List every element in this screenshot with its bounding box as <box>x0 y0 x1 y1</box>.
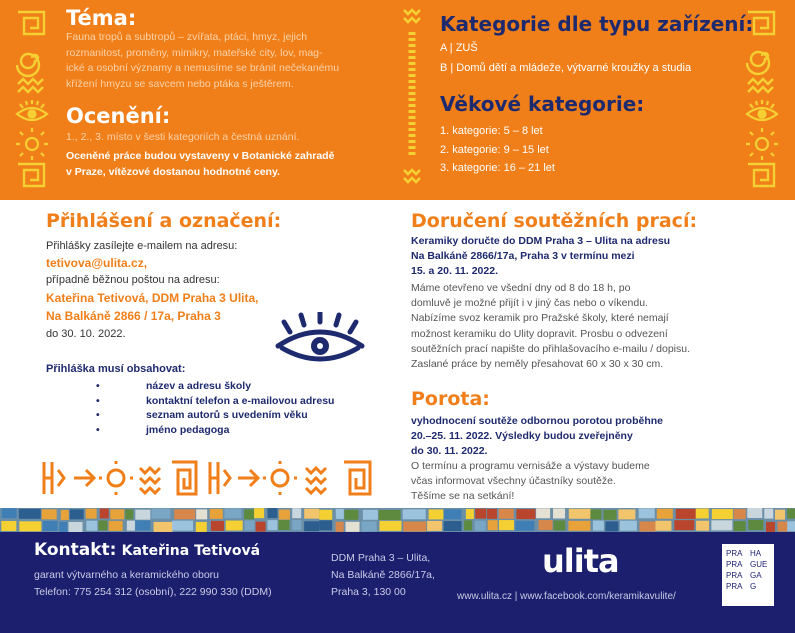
vekove-kategorie-list <box>440 122 555 178</box>
right-ornament-column <box>744 8 780 188</box>
oceneni-line: 1., 2., 3. místo v šesti kategoriích a čestná uznání. <box>66 131 300 143</box>
mosaic-tile <box>210 509 223 519</box>
mosaic-tile <box>267 520 277 530</box>
sun-icon <box>16 128 48 160</box>
mosaic-tile <box>224 508 241 518</box>
ulita-logo: ulita <box>542 542 619 580</box>
ornament-row <box>40 458 380 498</box>
list-item: • seznam autorů s uvedením věku <box>96 408 334 423</box>
vekova-kategorie-item: 1. kategorie: 5 – 8 let <box>440 125 543 137</box>
porota-bold-line: vyhodnocení soutěže odbornou porotou proběhne <box>411 415 663 427</box>
mosaic-tile <box>86 509 97 519</box>
oceneni-title: Ocenění: <box>66 104 171 128</box>
mosaic-tile <box>319 510 332 520</box>
footer-address-line: Na Balkáně 2866/17a, <box>331 569 435 581</box>
zigzag-icon <box>748 79 773 92</box>
footer-address-line: Praha 3, 130 00 <box>331 586 406 598</box>
porota-bold-line: 20.–25. 11. 2022. Výsledky budou zveřejněny <box>411 430 633 442</box>
zigzag-divider-icon <box>401 6 423 190</box>
tema-line: Fauna tropů a subtropů – zvířata, ptáci, hmyz, jejich <box>66 31 308 43</box>
mosaic-tile <box>499 509 514 519</box>
doruceni-bold-line: 15. a 20. 11. 2022. <box>411 265 498 277</box>
oceneni-bold-line: Oceněné práce budou vystaveny v Botanické zahradě <box>66 150 335 162</box>
mosaic-tile <box>135 510 150 520</box>
mosaic-tile <box>618 509 635 519</box>
zigzag-icon <box>140 468 160 493</box>
mosaic-tile <box>655 521 671 531</box>
mosaic-tile <box>151 509 170 519</box>
mosaic-tile <box>403 509 426 519</box>
square-spiral-icon <box>18 164 44 186</box>
mosaic-tile <box>319 520 332 530</box>
mosaic-tile <box>553 520 565 530</box>
doruceni-line: soutěžních prací napište do přihlašovacího e-mailu / dopisu. <box>411 342 690 355</box>
sun-icon <box>99 461 133 495</box>
footer-links[interactable]: www.ulita.cz | www.facebook.com/keramikavulite/ <box>457 591 676 602</box>
mosaic-tile <box>466 509 474 519</box>
mosaic-tile <box>475 509 486 519</box>
doruceni-line: Zaslané práce by neměly přesahovat 60 x 30 x 30 cm. <box>411 358 664 371</box>
mosaic-tile <box>61 510 69 520</box>
mosaic-tile <box>553 508 565 518</box>
tema-line: rozmanitost, proměny, mimikry, mateřské city, lov, mag- <box>66 46 323 59</box>
prague-logo <box>722 544 774 606</box>
mosaic-tile <box>174 509 195 519</box>
mosaic-tile <box>674 520 694 530</box>
mosaic-tile <box>211 521 224 531</box>
prague-logo-row: PRA GUE <box>726 560 768 569</box>
contact-heading <box>34 540 260 560</box>
mosaic-tile <box>734 521 746 531</box>
mosaic-tile <box>775 510 785 520</box>
eye-icon <box>747 100 777 120</box>
kategorie-zarizeni-list <box>440 40 691 76</box>
doruceni-text <box>411 281 690 372</box>
oceneni-bold-text <box>66 148 334 180</box>
mosaic-tile <box>279 510 290 520</box>
mosaic-tile <box>19 509 41 519</box>
porota-title: Porota: <box>411 388 490 410</box>
porota-bold-text <box>411 414 663 459</box>
mosaic-tile <box>172 521 193 531</box>
mosaic-tile <box>336 522 344 532</box>
contact-name: Kateřina Tetivová <box>121 543 261 559</box>
mosaic-tile <box>657 509 673 519</box>
eye-icon <box>272 312 368 370</box>
mosaic-tile <box>70 509 84 519</box>
sun-icon <box>263 461 297 495</box>
prihlaseni-line: případně běžnou poštou na adresu: <box>46 274 220 286</box>
address-line: Na Balkáně 2866 / 17a, Praha 3 <box>46 309 221 323</box>
mosaic-tile <box>778 522 788 532</box>
email-link[interactable]: tetivova@ulita.cz, <box>46 256 148 270</box>
contact-label: Kontakt: <box>34 540 117 560</box>
mosaic-tile <box>196 522 207 532</box>
mosaic-tile <box>639 521 655 531</box>
mosaic-tile <box>86 521 97 531</box>
tema-text <box>66 30 396 92</box>
prihlaseni-line: Přihlášky zasílejte e-mailem na adresu: <box>46 240 238 252</box>
kategorie-item: A | ZUŠ <box>440 42 478 54</box>
mosaic-tile <box>536 508 550 518</box>
list-item: • název a adresu školy <box>96 379 334 394</box>
mosaic-tile <box>429 509 444 519</box>
doruceni-bold-text <box>411 234 670 279</box>
mosaic-tile <box>464 520 472 530</box>
mosaic-pattern <box>0 508 795 532</box>
mosaic-tile <box>267 508 277 518</box>
mosaic-tile <box>69 522 83 532</box>
mosaic-tile <box>226 521 243 531</box>
doruceni-bold-line: Keramiky doručte do DDM Praha 3 – Ulita na adresu <box>411 235 671 247</box>
vekova-kategorie-item: 2. kategorie: 9 – 15 let <box>440 143 549 156</box>
mosaic-tile <box>427 521 442 531</box>
mosaic-tile <box>256 522 266 532</box>
mosaic-tile <box>109 521 123 531</box>
mosaic-tile <box>135 521 150 531</box>
mosaic-tile <box>98 520 107 530</box>
mosaic-tile <box>361 521 376 531</box>
mosaic-tile <box>516 509 535 519</box>
prague-logo-row: PRA GA <box>726 571 762 580</box>
mosaic-tile <box>487 509 497 519</box>
eye-icon <box>17 100 47 120</box>
mosaic-tile <box>676 509 696 519</box>
mosaic-tile <box>125 509 133 519</box>
mosaic-tile <box>620 521 637 531</box>
vekove-kategorie-title: Věkové kategorie: <box>440 92 645 116</box>
mosaic-tile <box>1 521 16 531</box>
mosaic-tile <box>764 509 773 519</box>
prague-logo-row: PRA HA <box>726 549 762 558</box>
prague-logo-row: PRA G <box>726 582 757 591</box>
mosaic-tile <box>304 521 319 531</box>
sun-icon <box>746 128 778 160</box>
square-spiral-icon <box>344 462 370 494</box>
porota-text <box>411 459 650 505</box>
mosaic-tile <box>245 520 255 530</box>
footer-address-line: DDM Praha 3 – Ulita, <box>331 552 431 564</box>
must-contain-list <box>96 379 334 437</box>
mosaic-tile <box>766 522 775 532</box>
mosaic-tile <box>639 508 655 518</box>
mosaic-tile <box>569 509 591 519</box>
mosaic-tile <box>363 510 378 520</box>
prihlaseni-title: Přihlášení a označení: <box>46 210 282 232</box>
mosaic-tile <box>787 521 795 531</box>
mosaic-tile <box>344 510 358 520</box>
square-spiral-icon <box>172 462 196 494</box>
doruceni-line: domluvě je možné přijít i v jiný čas nebo o víkendu. <box>411 297 648 310</box>
zigzag-icon <box>306 468 326 493</box>
mosaic-tile <box>605 521 618 531</box>
mosaic-tile <box>59 522 67 532</box>
spiral-icon <box>747 52 769 74</box>
mosaic-tile <box>19 521 41 531</box>
mosaic-tile <box>748 520 763 530</box>
mosaic-tile <box>444 521 462 531</box>
mosaic-tile <box>43 521 58 531</box>
doruceni-title: Doručení soutěžních prací: <box>411 210 698 232</box>
porota-line: Těšíme se na setkání! <box>411 490 515 503</box>
mosaic-tile <box>127 521 135 531</box>
mosaic-tile <box>292 508 301 518</box>
contact-role: garant výtvarného a keramického oboru <box>34 569 220 581</box>
kategorie-item: B | Domů dětí a mládeže, výtvarné kroužky a studia <box>440 62 692 74</box>
kategorie-zarizeni-title: Kategorie dle typu zařízení: <box>440 12 754 36</box>
mosaic-tile <box>336 509 344 519</box>
mosaic-tile <box>443 509 461 519</box>
mosaic-tile <box>711 520 732 530</box>
mosaic-tile <box>568 521 590 531</box>
mosaic-tile <box>244 509 254 519</box>
square-spiral-icon <box>18 12 44 34</box>
doruceni-bold-line: Na Balkáně 2866/17a, Praha 3 v termínu mezi <box>411 250 635 262</box>
tema-line: křížení hmyzu se savcem nebo ptáka s ještěrem. <box>66 77 294 90</box>
address-text <box>46 289 259 325</box>
tema-line: ické a osobní významy a nemusíme se bránit nečekanému <box>66 62 340 75</box>
contact-phone: Telefon: 775 254 312 (osobní), 222 990 330 (DDM) <box>34 586 272 598</box>
porota-line: O termínu a programu vernisáže a výstavy budeme <box>411 460 650 472</box>
left-ornament-column <box>14 8 50 188</box>
mosaic-tile <box>278 520 289 530</box>
list-item: • jméno pedagoga <box>96 423 334 438</box>
porota-line: včas informovat všechny účastníky soutěže. <box>411 475 616 488</box>
square-spiral-icon <box>748 12 774 34</box>
mosaic-tile <box>42 509 57 519</box>
mosaic-tile <box>696 508 709 518</box>
mosaic-tile <box>590 509 601 519</box>
mosaic-tile <box>488 520 498 530</box>
mosaic-tile <box>539 520 553 530</box>
vekova-kategorie-item: 3. kategorie: 16 – 21 let <box>440 162 555 174</box>
mosaic-tile <box>747 508 762 518</box>
arrow-glyph-icon <box>238 470 258 486</box>
deadline: do 30. 10. 2022. <box>46 328 126 340</box>
mosaic-tile <box>603 510 616 520</box>
spiral-icon <box>17 54 39 76</box>
footer <box>0 532 795 633</box>
mosaic-tile <box>154 522 173 532</box>
arrow-glyph-icon <box>74 470 94 486</box>
mosaic-tile <box>712 509 733 519</box>
mosaic-tile <box>696 521 709 531</box>
mosaic-tile <box>110 509 124 519</box>
mosaic-tile <box>379 521 401 531</box>
oceneni-bold-line: v Praze, vítězové dostanou hodnotné ceny. <box>66 166 280 178</box>
mosaic-tile <box>515 521 534 531</box>
doruceni-line: Máme otevřeno ve všední dny od 8 do 18 h, po <box>411 282 631 294</box>
doruceni-line: Nabízíme svoz keramik pro Pražské školy, které nemají <box>411 312 669 325</box>
porota-bold-line: do 30. 11. 2022. <box>411 445 488 457</box>
tribal-glyph-icon <box>210 462 230 494</box>
mosaic-tile <box>475 521 486 531</box>
mosaic-tile <box>499 520 514 530</box>
mosaic-tile <box>403 522 426 532</box>
top-banner <box>0 0 795 200</box>
mosaic-tile <box>734 509 746 519</box>
tema-title: Téma: <box>66 6 137 30</box>
mosaic-tile <box>787 509 795 519</box>
mosaic-tile <box>292 520 301 530</box>
list-item: • kontaktní telefon a e-mailovou adresu <box>96 394 334 409</box>
square-spiral-icon <box>748 164 774 186</box>
footer-address <box>331 550 435 601</box>
address-line: Kateřina Tetivová, DDM Praha 3 Ulita, <box>46 291 259 305</box>
mosaic-tile <box>379 510 401 520</box>
mosaic-tile <box>2 508 17 518</box>
must-contain-title: Přihláška musí obsahovat: <box>46 363 186 375</box>
mosaic-tile <box>100 508 109 518</box>
mosaic-tile <box>304 509 319 519</box>
mosaic-tile <box>345 522 359 532</box>
doruceni-line: možnost keramiku do Ulity dopravit. Prosbu o odvezení <box>411 327 668 340</box>
tribal-glyph-icon <box>44 462 64 494</box>
mosaic-tile <box>196 509 207 519</box>
mosaic-tile <box>254 508 264 518</box>
mosaic-tile <box>593 521 604 531</box>
zigzag-icon <box>18 79 43 92</box>
